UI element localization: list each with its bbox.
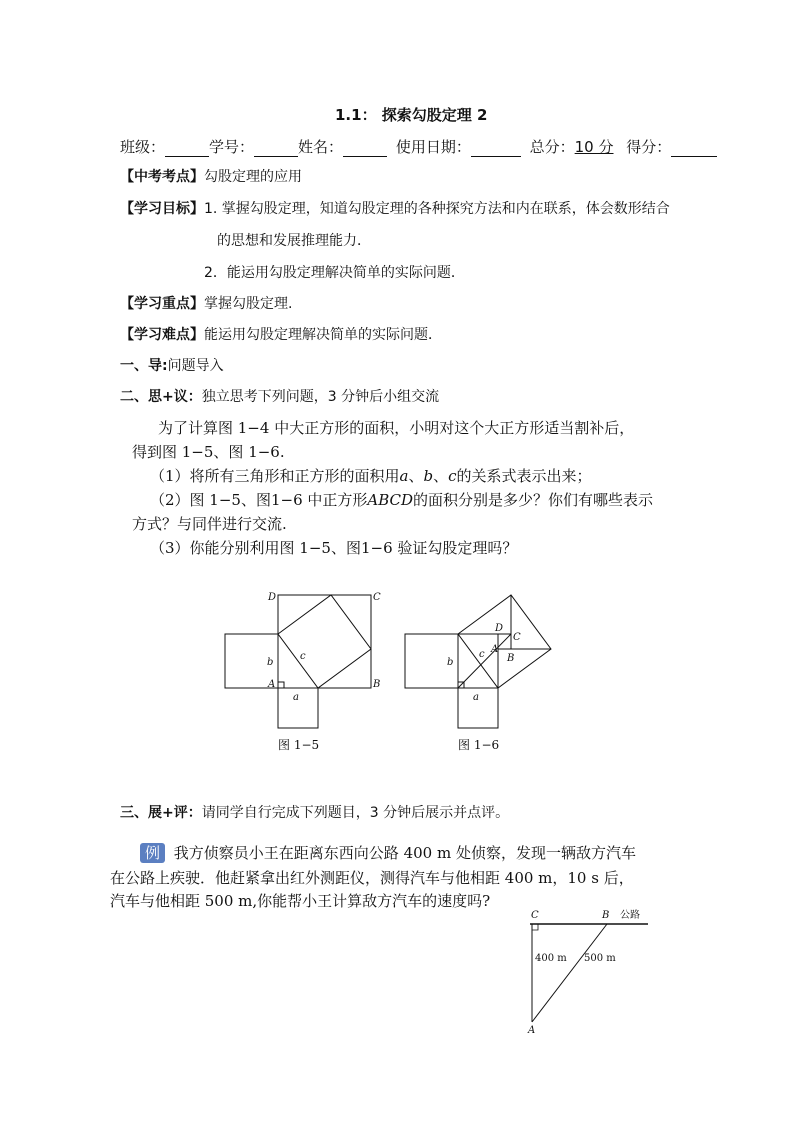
label-a: a: [473, 692, 479, 703]
exam-point: [120, 166, 302, 186]
section-3: [120, 802, 509, 822]
question-2-text: （2）图 1−5、图1−6 中正方形: [150, 491, 368, 509]
objective-1-line2: 的思想和发展推理能力．: [217, 233, 371, 249]
page-title: 1.1： 探索勾股定理 2: [335, 106, 488, 124]
label-b: b: [267, 657, 274, 668]
label-D: D: [495, 623, 504, 634]
exam-point-text: 勾股定理的应用: [204, 169, 302, 185]
example-line1: [140, 842, 636, 863]
caption-1-6: 图 1−6: [458, 738, 500, 752]
score-label: 得分：: [626, 138, 672, 156]
length-400: 400 m: [535, 953, 567, 964]
label-b: b: [447, 657, 454, 668]
road-label: 公路: [620, 910, 640, 921]
label-c: c: [300, 651, 306, 662]
square-abcd: ABCD: [367, 491, 414, 509]
label-C: C: [513, 632, 521, 643]
section-1-text: 问题导入: [167, 358, 224, 374]
class-field[interactable]: [165, 142, 209, 157]
date-field[interactable]: [471, 142, 521, 157]
segment-ab: [532, 924, 607, 1022]
total-value: 10 分: [574, 138, 614, 156]
right-angle-mark: [532, 924, 538, 930]
right-angle-mark: [278, 682, 284, 688]
inner-line: [458, 634, 511, 688]
objective-2: 2．能运用勾股定理解决简单的实际问题．: [204, 265, 465, 281]
question-1-tail: 的关系式表示出来；: [456, 467, 592, 485]
objectives-label: 【学习目标】: [120, 201, 204, 217]
date-label: 使用日期：: [395, 138, 471, 156]
question-2-line2: 方式？与同伴进行交流.: [132, 515, 287, 533]
sep: 、: [408, 467, 424, 485]
total-label: 总分：: [529, 138, 575, 156]
class-label: 班级：: [120, 138, 166, 156]
figure-1-6: [395, 585, 560, 760]
label-B: B: [602, 910, 610, 921]
question-2: [150, 489, 653, 510]
section-2-label: 二、思+议：: [120, 389, 202, 405]
label-A: A: [491, 644, 499, 655]
question-3: （3）你能分别利用图 1−5、图1−6 验证勾股定理吗？: [150, 539, 518, 557]
label-C: C: [531, 910, 539, 921]
name-label: 姓名：: [298, 138, 344, 156]
figure-1-5: [215, 585, 395, 760]
problem-intro-line2: 得到图 1−5、图 1−6.: [132, 443, 285, 461]
section-3-text: 请同学自行完成下列题目，3 分钟后展示并点评。: [201, 805, 510, 821]
sep: 、: [433, 467, 449, 485]
section-1: [120, 355, 224, 375]
key-point: [120, 293, 292, 313]
var-a: a: [399, 467, 409, 485]
length-500: 500 m: [584, 953, 616, 964]
difficulty-label: 【学习难点】: [120, 327, 204, 343]
student-id-field[interactable]: [254, 142, 298, 157]
name-field[interactable]: [343, 142, 387, 157]
big-square: [278, 595, 371, 688]
score-field[interactable]: [671, 142, 717, 157]
example-badge: 例: [140, 843, 165, 863]
problem-intro-line1: 为了计算图 1−4 中大正方形的面积，小明对这个大正方形适当割补后，: [158, 419, 635, 437]
student-id-label: 学号：: [209, 138, 255, 156]
caption-1-5: 图 1−5: [278, 738, 320, 752]
question-1-text: （1）将所有三角形和正方形的面积用: [150, 467, 400, 485]
label-D: D: [268, 592, 277, 603]
section-2: [120, 386, 439, 406]
difficulty: [120, 324, 442, 344]
key-point-text: 掌握勾股定理.: [204, 296, 293, 312]
road-figure: [520, 900, 660, 1040]
objectives: [120, 198, 670, 218]
var-c: c: [448, 467, 457, 485]
var-b: b: [423, 467, 434, 485]
label-a: a: [293, 692, 299, 703]
label-A: A: [528, 1025, 536, 1036]
question-2-tail: 的面积分别是多少？你们有哪些表示: [413, 491, 654, 509]
key-point-label: 【学习重点】: [120, 296, 204, 312]
label-B: B: [373, 679, 381, 690]
header-info-row: [120, 136, 717, 157]
example-line3: 汽车与他相距 500 m,你能帮小王计算敌方汽车的速度吗?: [110, 892, 491, 910]
exam-point-label: 【中考考点】: [120, 169, 204, 185]
question-1: [150, 465, 592, 486]
tilted-square-c: [278, 595, 371, 688]
objective-1-line1: 1. 掌握勾股定理，知道勾股定理的各种探究方法和内在联系，体会数形结合: [204, 201, 670, 217]
example-text-1: 我方侦察员小王在距离东西向公路 400 m 处侦察，发现一辆敌方汽车: [173, 844, 636, 862]
label-A: A: [268, 679, 276, 690]
difficulty-text: 能运用勾股定理解决简单的实际问题．: [204, 327, 442, 343]
label-B: B: [507, 653, 515, 664]
section-3-label: 三、展+评：: [120, 805, 202, 821]
label-C: C: [373, 592, 381, 603]
section-2-text: 独立思考下列问题，3 分钟后小组交流: [201, 389, 440, 405]
example-line2: 在公路上疾驶．他赶紧拿出红外测距仪，测得汽车与他相距 400 m，10 s 后，: [110, 869, 634, 887]
label-c: c: [479, 649, 485, 660]
inner-rect: [458, 634, 551, 649]
section-1-label: 一、导:: [120, 358, 168, 374]
